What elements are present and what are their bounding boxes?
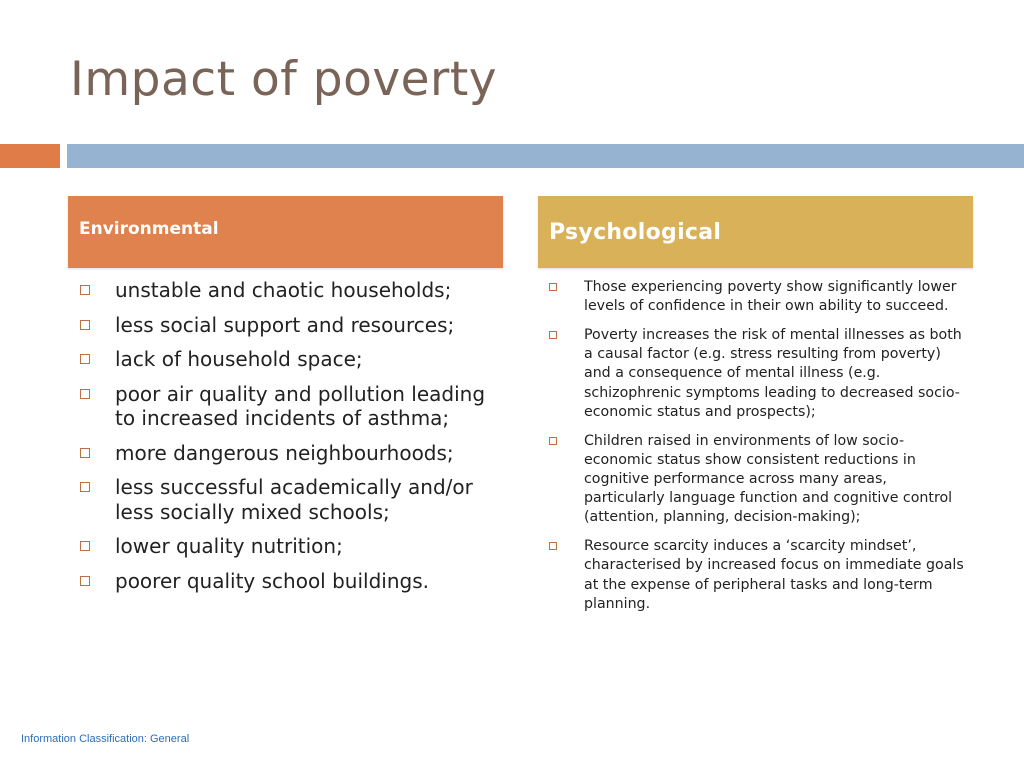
psychological-item-text: Those experiencing poverty show significantly lower levels of confidence in their own ability to succeed. <box>584 279 957 315</box>
environmental-header-label: Environmental <box>79 219 219 239</box>
square-bullet-icon <box>549 331 557 339</box>
psychological-item <box>547 432 967 528</box>
environmental-item-text: less social support and resources; <box>115 312 455 337</box>
environmental-item-text: more dangerous neighbourhoods; <box>115 440 454 465</box>
square-bullet-icon <box>549 437 557 445</box>
environmental-item-text: lack of household space; <box>115 347 363 371</box>
environmental-item-text: poor air quality and pollution leading to increased incidents of asthma; <box>115 381 486 430</box>
environmental-item <box>78 313 498 338</box>
psychological-item-text: Resource scarcity induces a ‘scarcity mindset’, characterised by increased focus on immediate goals at the expense of peripheral tasks and long-term planning. <box>584 538 964 612</box>
accent-bar-orange <box>0 144 60 168</box>
environmental-item-text: unstable and chaotic households; <box>115 278 452 302</box>
environmental-item <box>78 347 498 372</box>
environmental-item-text: less successful academically and/or less socially mixed schools; <box>115 475 473 524</box>
environmental-item <box>78 278 498 303</box>
psychological-header-label: Psychological <box>549 220 722 245</box>
square-bullet-icon <box>80 389 90 399</box>
psychological-item <box>547 278 967 316</box>
environmental-item-text: lower quality nutrition; <box>115 534 343 558</box>
environmental-item <box>78 569 498 594</box>
psychological-item-text: Children raised in environments of low socio-economic status show consistent reductions in cognitive performance across many areas, particularly language function and cognitive control (attention, planning, decision-making); <box>584 432 953 526</box>
square-bullet-icon <box>80 320 90 330</box>
square-bullet-icon <box>80 482 90 492</box>
psychological-item <box>547 326 967 422</box>
square-bullet-icon <box>80 448 90 458</box>
environmental-item-text: poorer quality school buildings. <box>115 568 429 593</box>
environmental-item <box>78 475 498 524</box>
psychological-item-text: Poverty increases the risk of mental illnesses as both a causal factor (e.g. stress resulting from poverty) and a consequence of mental illness (e.g. schizophrenic symptoms leading to decreased socio-economic status and prospects); <box>584 327 962 420</box>
square-bullet-icon <box>80 285 90 295</box>
psychological-list <box>547 278 967 624</box>
environmental-item <box>78 382 498 431</box>
classification-footer: Information Classification: General <box>21 733 190 745</box>
environmental-list <box>78 278 498 603</box>
square-bullet-icon <box>80 576 90 586</box>
accent-bar-blue <box>67 144 1024 168</box>
square-bullet-icon <box>80 354 90 364</box>
environmental-item <box>78 534 498 559</box>
psychological-header <box>538 196 973 268</box>
slide-title: Impact of poverty <box>70 52 498 107</box>
square-bullet-icon <box>549 283 557 291</box>
environmental-header <box>68 196 503 268</box>
psychological-item <box>547 537 967 614</box>
square-bullet-icon <box>549 542 557 550</box>
environmental-item <box>78 441 498 466</box>
square-bullet-icon <box>80 541 90 551</box>
